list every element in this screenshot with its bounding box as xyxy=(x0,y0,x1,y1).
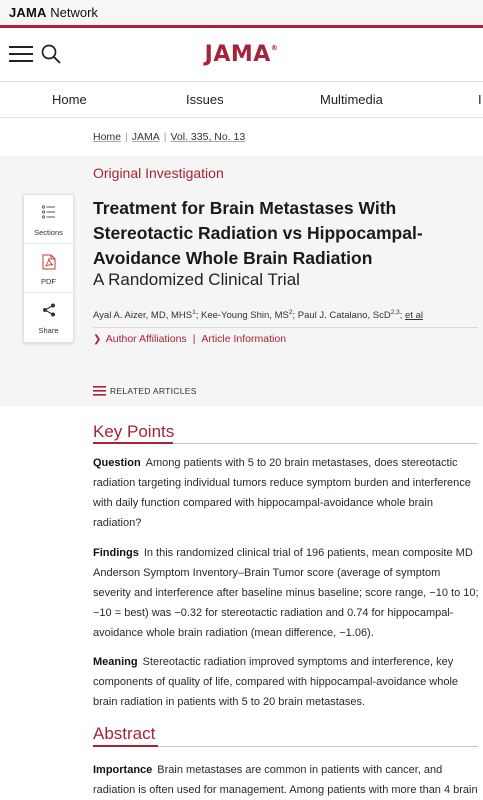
abstract-importance: Importance Brain metastases are common in patients with cancer, and radiation is often used for management. Among patients with more than 4 brain xyxy=(93,764,478,796)
share-label: Share xyxy=(38,326,59,335)
author-affiliations-link[interactable]: ❯ Author Affiliations xyxy=(93,333,187,345)
header-divider xyxy=(93,327,478,328)
jama-network-brand[interactable]: JAMA Network xyxy=(9,5,98,20)
author-2[interactable]: Kee-Young Shin, $MS^2$ xyxy=(200,309,293,322)
article-tools xyxy=(23,194,74,343)
site-header xyxy=(0,28,483,82)
main-nav xyxy=(0,82,483,118)
breadcrumb-home[interactable]: Home xyxy=(93,131,122,143)
breadcrumb-journal[interactable]: JAMA xyxy=(131,131,160,143)
author-3[interactable]: Paul J. Catalano, ScD$^{2,3}$ xyxy=(297,309,400,322)
pdf-button[interactable] xyxy=(24,244,73,293)
sections-label: Sections xyxy=(34,228,63,237)
key-point-meaning: Meaning Stereotactic radiation improved symptoms and interference, key components of quality of life, compared with hippocampal-avoidance whole brain radiation in patients with 5 to 20 brain metastases. xyxy=(93,656,459,708)
jama-network-bar xyxy=(0,0,483,28)
nav-more-partial[interactable]: I xyxy=(478,92,482,107)
et-al-link[interactable]: et al xyxy=(405,310,423,322)
pdf-icon xyxy=(42,254,56,270)
key-point-findings: Findings In this randomized clinical trial of 196 patients, mean composite MD Anderson Symptom Inventory–Brain Tumor score (average of symptom severity and interference after baseline minus baseline; score range, −10 to 10; −10 = best) was −0.32 for stereotactic radiation and 0.74 for hippocampal-avoidance whole brain radiation (mean difference, −1.06). xyxy=(93,547,479,639)
jama-logo[interactable]: JAMA® xyxy=(204,42,279,67)
share-icon xyxy=(42,303,56,317)
sections-icon xyxy=(42,205,56,219)
list-icon xyxy=(93,386,106,396)
nav-issues[interactable]: Issues xyxy=(186,92,224,107)
key-points-heading: Key Points xyxy=(93,422,175,441)
nav-multimedia[interactable]: Multimedia xyxy=(320,92,383,107)
article-type: Original Investigation xyxy=(93,165,224,181)
affiliation-links: ❯ Author Affiliations | Article Information xyxy=(93,333,287,345)
key-point-question: Question Among patients with 5 to 20 brain metastases, does stereotactic radiation targeting individual tumors reduce symptom burden and interference with daily function compared with hippocampal-avoidance whole brain radiation? xyxy=(93,457,471,529)
abstract-heading: Abstract xyxy=(93,724,156,743)
chevron-right-icon: ❯ xyxy=(93,334,102,345)
key-points-underline xyxy=(93,442,173,444)
sections-button[interactable] xyxy=(24,195,73,244)
nav-home[interactable]: Home xyxy=(52,92,87,107)
abstract-underline xyxy=(93,745,158,747)
related-articles-button[interactable]: RELATED ARTICLES xyxy=(93,386,197,396)
share-button[interactable] xyxy=(24,293,73,342)
breadcrumb-issue[interactable]: Vol. 335, No. 13 xyxy=(170,131,246,143)
article-title: Treatment for Brain Metastases With Stereotactic Radiation vs Hippocampal-Avoidance Whole Brain Radiation xyxy=(93,198,423,268)
article-information-link[interactable]: Article Information xyxy=(201,333,287,345)
breadcrumb: Home | JAMA | Vol. 335, No. 13 xyxy=(93,131,246,143)
author-1[interactable]: Ayal A. Aizer, MD, MHS$^1$ xyxy=(93,309,196,322)
pdf-label: PDF xyxy=(41,277,56,286)
author-list: Ayal A. Aizer, MD, MHS$^1$; Kee-Young Shin, $MS^2$; Paul J. Catalano, ScD$^{2,3}$; et al xyxy=(93,309,423,322)
article-subtitle: A Randomized Clinical Trial xyxy=(93,270,300,289)
